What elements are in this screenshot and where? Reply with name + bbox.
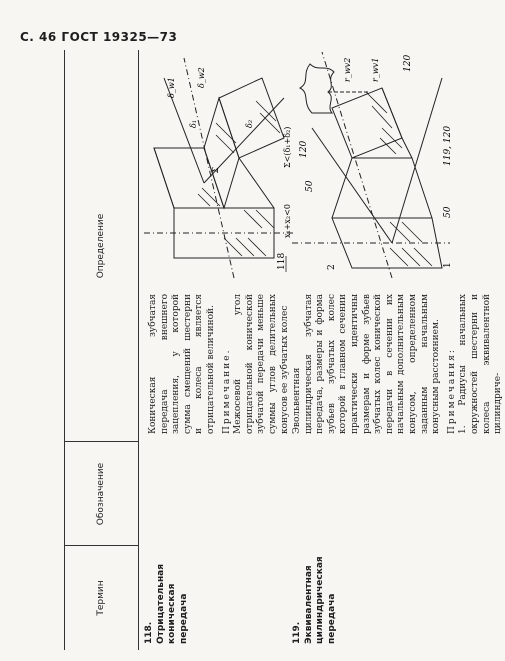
label-delta-1: δ₁: [189, 119, 198, 128]
figure-119-label-50a: 50: [305, 180, 315, 192]
note-heading-119: Примечания:: [446, 348, 457, 434]
col-header-symbol: Обозначение: [96, 462, 106, 526]
label-delta-w2: δ_w2: [197, 67, 206, 88]
figure-118-formula-1: x₁+x₂<0: [283, 204, 292, 238]
figure-119-label-2: 2: [327, 264, 337, 270]
col-header-term: Термин: [96, 580, 106, 616]
figure-119-label-rwv1: r_wv1: [371, 57, 380, 82]
definition-119-block: [292, 294, 505, 434]
col-header-definition: Определение: [96, 213, 106, 279]
figure-119-label-120a: 120: [299, 140, 309, 158]
definition-119: Эвольвентная цилиндрическая зубчатая передача, размеры и форма зубьев зубчатых колес которой в главном сечении практически идентичны размерам и форме зубьев зубчатых колес конической передачи в сечении их начальным дополнительным конусом, определенном заданным начальным конусным расстоянием.: [292, 294, 442, 434]
note-118: Межосевой угол отрицательной конической зубчатой передачи меньше суммы углов делительных конусов ее зубчатых колес: [233, 294, 290, 434]
figure-119-label-rwv2: r_wv2: [343, 57, 352, 82]
figure-119-label-119-120: 119, 120: [443, 125, 453, 166]
definition-118: Коническая зубчатая передача внешнего зацепления, у которой сумма смещений шестерни и колеса является отрицательной величиной.: [148, 294, 216, 434]
figure-119-label-50b: 50: [443, 206, 453, 218]
figure-118-label: 118: [277, 252, 287, 270]
figure-118-bevel-gear: [144, 58, 294, 278]
figure-119-label-1: 1: [443, 262, 453, 268]
label-sigma: Σ: [211, 167, 220, 173]
header-separator: [64, 441, 138, 442]
table-row: [292, 546, 338, 644]
term-118: 118. Отрицательная коническая передача: [144, 563, 189, 644]
table-row: [144, 546, 190, 644]
note-119: 1. Радиусы начальных окружностей шестерни и колеса эквивалентной цилиндриче-: [458, 294, 504, 434]
rotated-table: [64, 50, 504, 650]
term-119: 119. Эквивалентная цилиндрическая передача: [292, 556, 337, 644]
label-delta-2: δ₂: [245, 119, 254, 128]
definition-118-block: [148, 294, 291, 434]
figure-119-label-120b: 120: [403, 54, 413, 72]
note-heading-118: Примечание.: [221, 348, 232, 434]
header-separator: [64, 545, 138, 546]
page-header: С. 46 ГОСТ 19325—73: [20, 30, 178, 44]
table-header-rule: [138, 50, 139, 650]
figure-119-equivalent-gear: [292, 52, 453, 278]
label-delta-w1: δ_w1: [167, 77, 176, 98]
figure-118-formula-2: Σ<(δ₁+δ₂): [283, 126, 292, 168]
